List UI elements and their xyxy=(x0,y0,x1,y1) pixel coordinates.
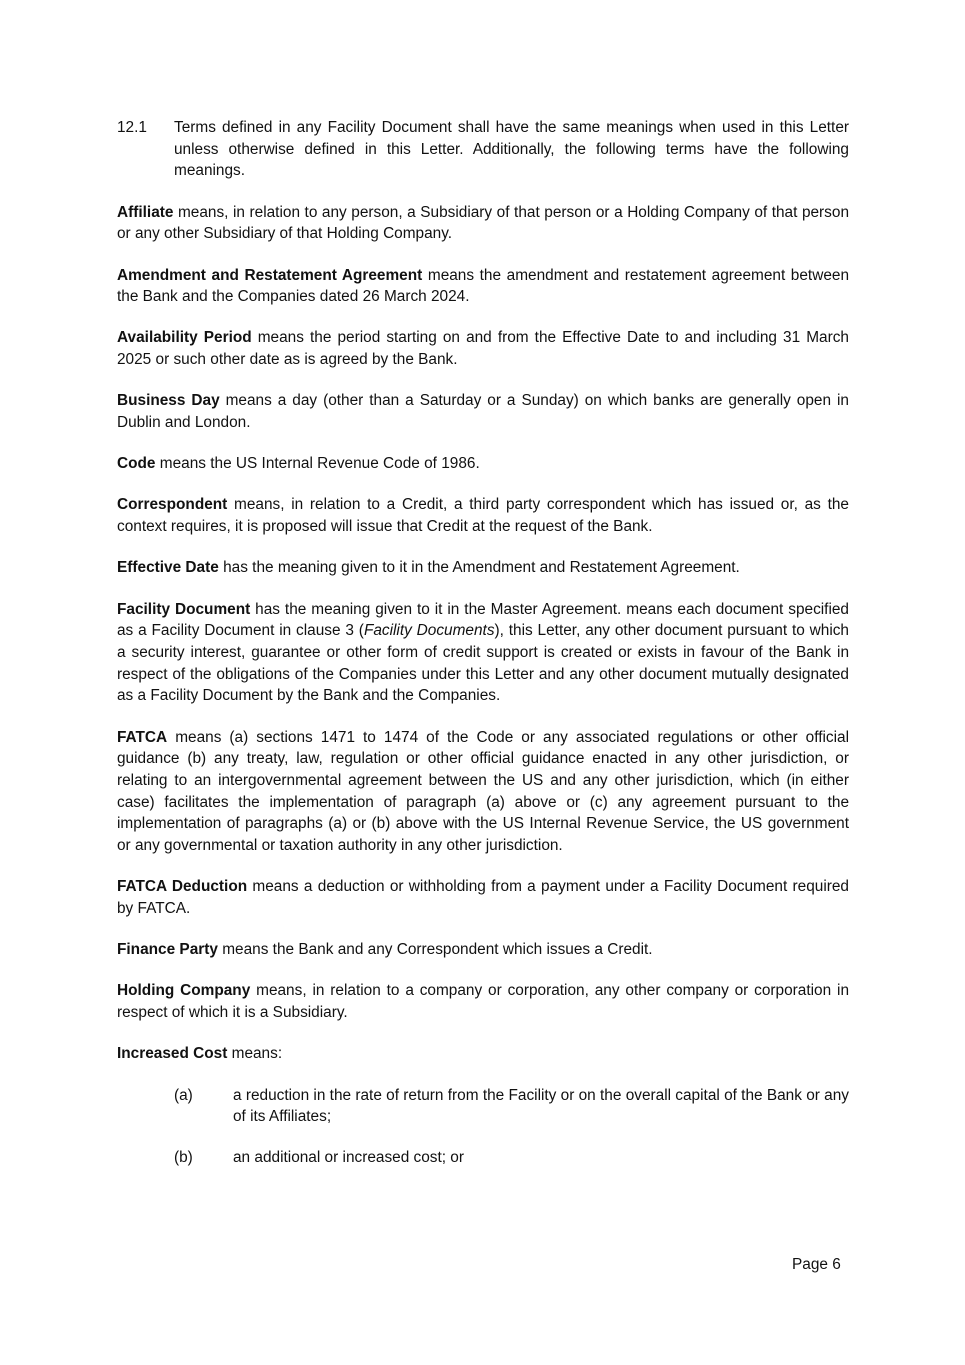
definition-text-continued: ), this Letter, any other document pursuant to which a security interest, guarantee or other form of credit support is created or exists in favour of the Bank in respect of the obligations of the Companies under this Letter and any other document mutually designated as a Facility Document by the Bank and the Companies. xyxy=(117,622,849,705)
definition-finance-party xyxy=(117,939,849,961)
document-body xyxy=(117,117,849,1189)
definition-term: Increased Cost xyxy=(117,1045,228,1063)
definition-text: means the US Internal Revenue Code of 1986. xyxy=(155,455,480,473)
clause-reference: Facility Documents xyxy=(363,622,495,640)
definition-code xyxy=(117,453,849,475)
definition-term: FATCA Deduction xyxy=(117,878,248,896)
definition-term: Facility Document xyxy=(117,600,251,618)
subitem-text: an additional or increased cost; or xyxy=(233,1149,464,1167)
definition-text: means, in relation to a Credit, a third party correspondent which has issued or, as the context requires, it is proposed will issue that Credit at the request of the Bank. xyxy=(117,496,849,536)
definition-amendment-agreement xyxy=(117,265,849,308)
definition-text: means, in relation to a company or corporation, any other company or corporation in respect of which it is a Subsidiary. xyxy=(117,982,850,1022)
definition-availability-period xyxy=(117,327,849,370)
definition-fatca xyxy=(117,727,849,857)
definition-term: Availability Period xyxy=(117,329,252,347)
definition-holding-company xyxy=(117,980,849,1023)
definition-text: means the Bank and any Correspondent which issues a Credit. xyxy=(217,941,653,959)
definition-term: Code xyxy=(117,455,156,473)
definition-text: has the meaning given to it in the Master Agreement. means each document specified as a Facility Document in clause 3 ( xyxy=(117,600,849,640)
definition-text: means a day (other than a Saturday or a Sunday) on which banks are generally open in Dublin and London. xyxy=(117,392,849,432)
clause-12-1 xyxy=(117,117,849,182)
definition-fatca-deduction xyxy=(117,876,849,919)
definition-term: Correspondent xyxy=(117,496,228,514)
definition-term: Business Day xyxy=(117,392,220,410)
definition-term: Amendment and Restatement Agreement xyxy=(117,266,423,284)
definition-affiliate xyxy=(117,202,849,245)
definition-increased-cost xyxy=(117,1043,849,1065)
clause-text: Terms defined in any Facility Document shall have the same meanings when used in this Letter unless otherwise defined in this Letter. Additionally, the following terms have the following meanings. xyxy=(174,119,849,180)
definition-term: Effective Date xyxy=(117,559,219,577)
definition-text: means: xyxy=(227,1045,283,1063)
definition-text: means, in relation to any person, a Subsidiary of that person or a Holding Company of that person or any other Subsidiary of that Holding Company. xyxy=(117,203,849,243)
definition-term: Holding Company xyxy=(117,982,251,1000)
definition-correspondent xyxy=(117,494,849,537)
clause-number: 12.1 xyxy=(117,119,147,136)
definition-term: Finance Party xyxy=(117,941,218,959)
definition-text: means a deduction or withholding from a payment under a Facility Document required by FATCA. xyxy=(117,878,849,917)
definition-text: means the period starting on and from the Effective Date to and including 31 March 2025 or such other date as is agreed by the Bank. xyxy=(117,329,849,369)
definition-effective-date xyxy=(117,557,849,579)
definition-text: has the meaning given to it in the Amendment and Restatement Agreement. xyxy=(218,559,740,577)
definition-text: means the amendment and restatement agreement between the Bank and the Companies dated 26 March 2024. xyxy=(117,266,849,306)
definition-term: FATCA xyxy=(117,728,168,746)
subitem-label: (b) xyxy=(174,1149,193,1167)
page-number: Page 6 xyxy=(792,1256,841,1273)
subitem-label: (a) xyxy=(174,1086,193,1104)
definition-term: Affiliate xyxy=(117,203,174,221)
subitem-a xyxy=(174,1085,849,1128)
subitem-text: a reduction in the rate of return from the Facility or on the overall capital of the Bank or any of its Affiliates; xyxy=(233,1086,849,1126)
definition-facility-document xyxy=(117,599,849,708)
definition-business-day xyxy=(117,390,849,433)
definition-text: means (a) sections 1471 to 1474 of the Code or any associated regulations or other official guidance (b) any treaty, law, regulation or other official guidance enacted in any other jurisdiction, or relating to an intergovernmental agreement between the US and any other jurisdiction, which (in either case) facilitates the implementation of paragraph (a) above or (c) any agreement pursuant to the implementation of paragraphs (a) or (b) above with the US Internal Revenue Service, the US government or any governmental or taxation authority in any other jurisdiction. xyxy=(117,728,849,855)
subitem-b xyxy=(174,1147,849,1169)
